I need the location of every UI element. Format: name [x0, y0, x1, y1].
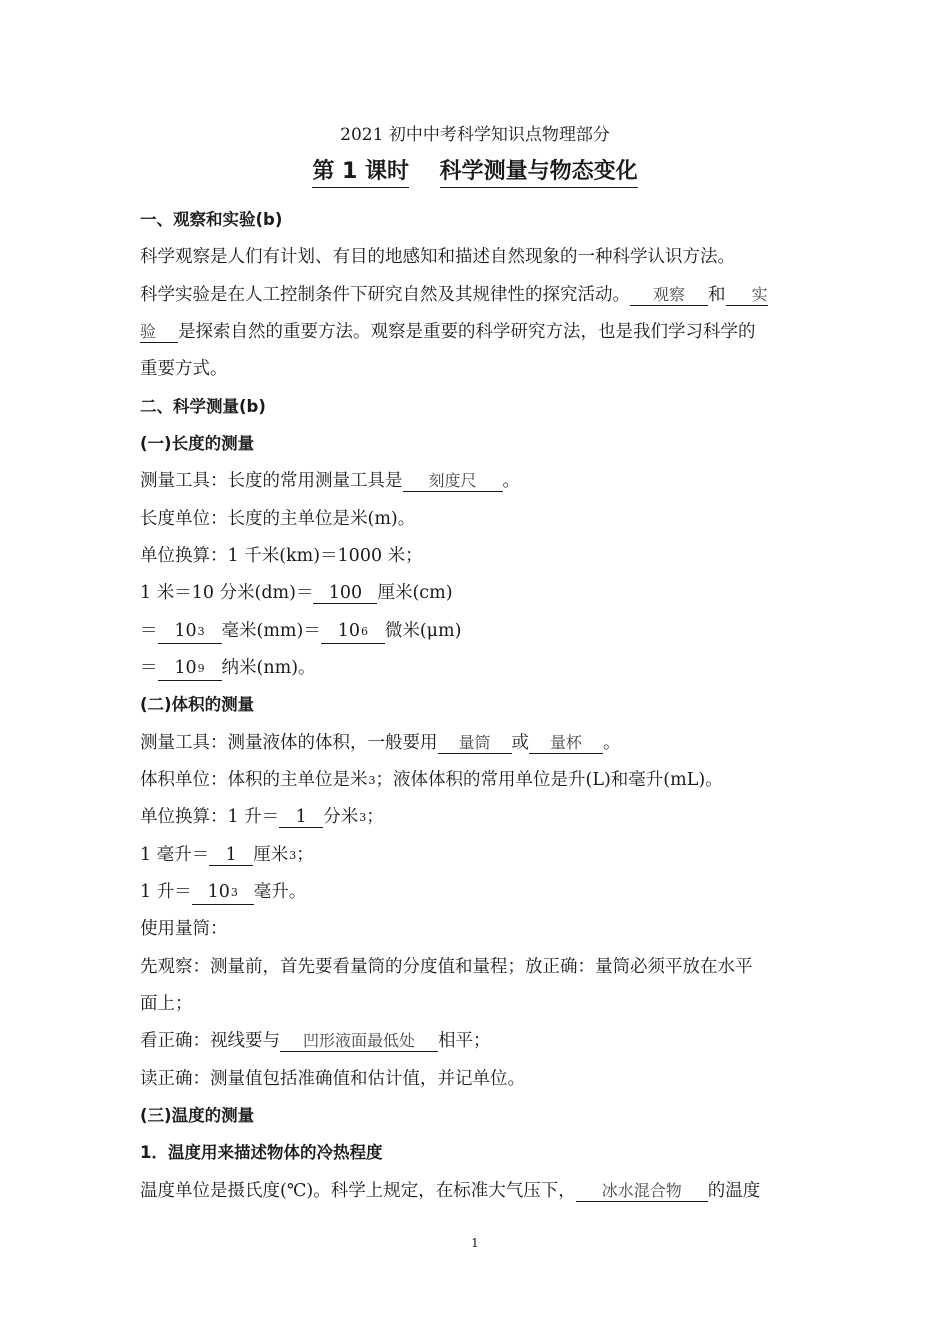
- text: 微米(μm): [384, 621, 462, 641]
- paragraph: [140, 731, 621, 755]
- paragraph: [140, 469, 520, 493]
- answer-blank: 1: [279, 807, 323, 828]
- document-subtitle: 2021 初中中考科学知识点物理部分: [340, 125, 610, 145]
- exponent: 3: [289, 849, 297, 862]
- text: 厘米(cm): [377, 583, 453, 603]
- paragraph: 读正确：测量值包括准确值和估计值，并记单位。: [140, 1069, 525, 1089]
- exponent: 3: [197, 625, 205, 638]
- answer-blank: 观察: [630, 285, 708, 306]
- exponent: 3: [230, 886, 238, 899]
- text: 测量工具：长度的常用测量工具是: [140, 471, 403, 491]
- lesson-topic: 科学测量与物态变化: [440, 159, 638, 188]
- paragraph: 重要方式。: [140, 359, 228, 379]
- text: 纳米(nm)。: [221, 658, 316, 678]
- text: 毫米(mm)＝: [221, 621, 321, 641]
- answer-blank: 冰水混合物: [576, 1181, 708, 1202]
- text: 。: [502, 471, 520, 491]
- text: 毫升。: [253, 882, 307, 902]
- paragraph: 科学观察是人们有计划、有目的地感知和描述自然现象的一种科学认识方法。: [140, 247, 735, 267]
- text: 。: [603, 733, 621, 753]
- text: 1 升＝: [140, 882, 192, 902]
- text: 10: [207, 882, 230, 902]
- text: 体积单位：体积的主单位是米: [140, 770, 368, 790]
- paragraph: [140, 843, 314, 869]
- text: 10: [174, 621, 197, 641]
- paragraph: [140, 805, 384, 831]
- paragraph: 使用量筒：: [140, 919, 228, 939]
- paragraph: 长度单位：长度的主单位是米(m)。: [140, 509, 416, 529]
- answer-blank: [158, 621, 222, 644]
- text: 科学实验是在人工控制条件下研究自然及其规律性的探究活动。: [140, 285, 630, 305]
- text: 单位换算：1 升＝: [140, 807, 280, 827]
- answer-blank: 实: [726, 285, 768, 306]
- text: ；: [366, 807, 384, 827]
- text: ；: [296, 845, 314, 865]
- text: 1 毫升＝: [140, 845, 210, 865]
- text: 分米: [323, 807, 359, 827]
- paragraph: [140, 619, 461, 644]
- text: 或: [511, 733, 529, 753]
- text: 是探索自然的重要方法。观察是重要的科学研究方法，也是我们学习科学的: [178, 322, 756, 342]
- exponent: 3: [359, 811, 367, 824]
- text: 相平；: [438, 1031, 491, 1051]
- page-number: 1: [471, 1236, 479, 1250]
- paragraph: [140, 880, 306, 905]
- answer-blank: 凹形液面最低处: [280, 1031, 438, 1052]
- answer-blank: 刻度尺: [403, 471, 503, 492]
- text: ＝: [140, 621, 158, 641]
- paragraph: [140, 1179, 760, 1203]
- text: ；液体体积的常用单位是升(L)和毫升(mL)。: [375, 770, 723, 790]
- paragraph: [140, 283, 768, 307]
- answer-blank: [158, 658, 222, 681]
- text: 和: [708, 285, 726, 305]
- paragraph: 单位换算：1 千米(km)＝1000 米；: [140, 546, 423, 566]
- answer-blank: 1: [209, 845, 253, 866]
- section-heading-observation: 一、观察和实验(b): [140, 210, 283, 229]
- list-item: 1．温度用来描述物体的冷热程度: [140, 1143, 383, 1162]
- subsection-heading-temperature: (三)温度的测量: [140, 1106, 255, 1125]
- paragraph: [140, 656, 316, 681]
- exponent: 9: [197, 662, 205, 675]
- text: 测量工具：测量液体的体积，一般要用: [140, 733, 438, 753]
- lesson-number: 第 1 课时: [312, 159, 409, 188]
- subsection-heading-length: (一)长度的测量: [140, 434, 255, 453]
- paragraph: [140, 581, 453, 605]
- text: 1 米＝10 分米(dm)＝: [140, 583, 314, 603]
- paragraph: [140, 768, 723, 794]
- lesson-title: [0, 154, 950, 185]
- paragraph: [140, 1029, 491, 1053]
- answer-blank: 量杯: [529, 733, 603, 754]
- answer-blank: [192, 882, 254, 905]
- text: ＝: [140, 658, 158, 678]
- text: 看正确：视线要与: [140, 1031, 280, 1051]
- section-heading-measurement: 二、科学测量(b): [140, 397, 266, 416]
- exponent: 6: [360, 625, 368, 638]
- subsection-heading-volume: (二)体积的测量: [140, 695, 255, 714]
- paragraph: 先观察：测量前，首先要看量筒的分度值和量程；放正确：量筒必须平放在水平: [140, 957, 753, 977]
- text: 厘米: [253, 845, 289, 865]
- text: 10: [337, 621, 360, 641]
- answer-blank: 验: [140, 322, 178, 343]
- text: 的温度: [707, 1181, 761, 1201]
- answer-blank: [321, 621, 385, 644]
- text: 温度单位是摄氏度(℃)。科学上规定，在标准大气压下，: [140, 1181, 576, 1201]
- exponent: 3: [368, 774, 376, 787]
- answer-blank: 量筒: [438, 733, 512, 754]
- text: 10: [174, 658, 197, 678]
- paragraph: [140, 320, 756, 344]
- answer-blank: 100: [313, 583, 377, 604]
- paragraph: 面上；: [140, 994, 193, 1014]
